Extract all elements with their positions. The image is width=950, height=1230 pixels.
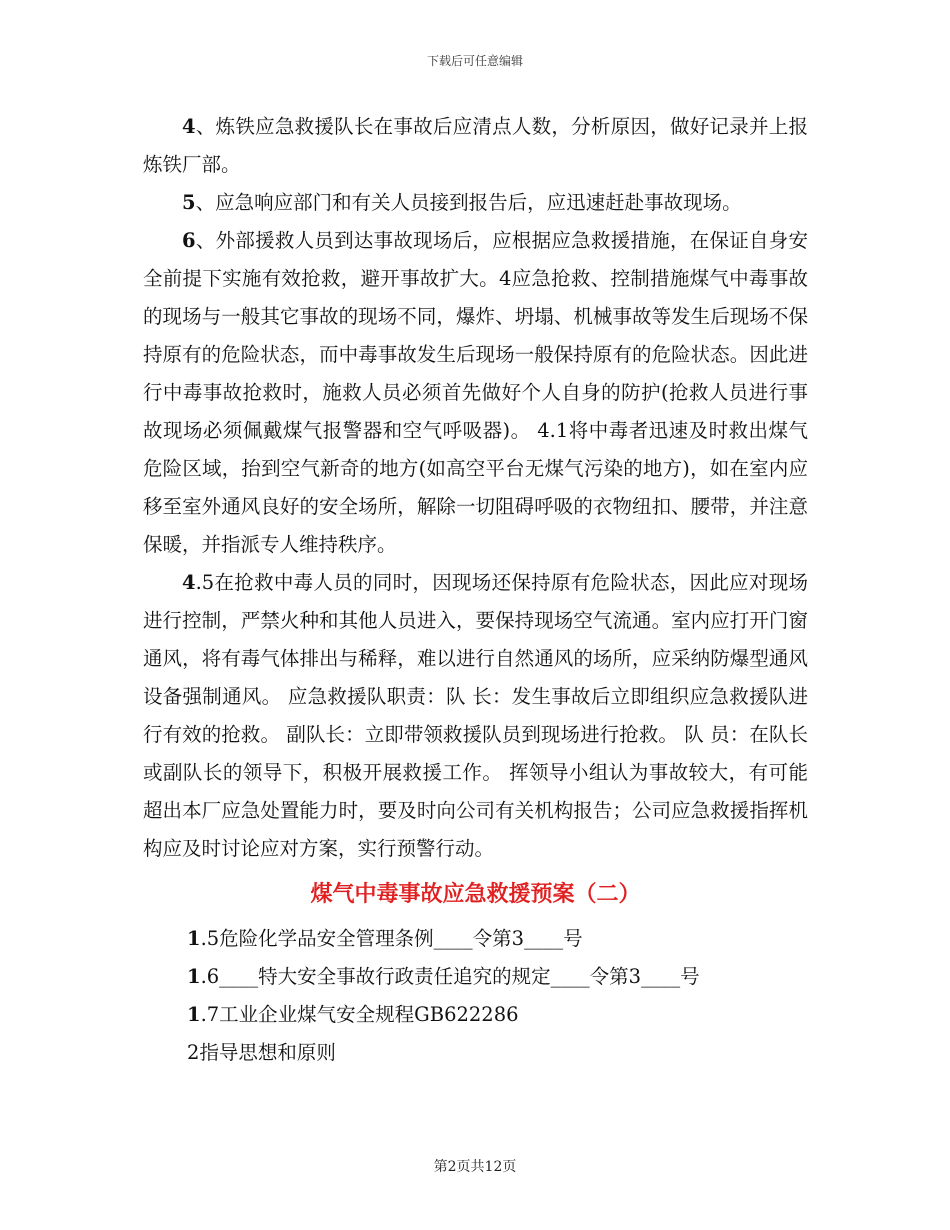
paragraph-6: [143, 222, 808, 564]
list-item: [143, 920, 808, 958]
item-number: 1: [187, 927, 201, 950]
paragraph-number: 5: [182, 191, 196, 214]
paragraph-text: 、应急响应部门和有关人员接到报告后，应迅速赶赴事故现场。: [195, 191, 742, 214]
page-header: 下载后可任意编辑: [426, 54, 523, 68]
item-number: 1: [187, 965, 201, 988]
paragraph-number: 4: [182, 115, 196, 138]
list-item: [143, 1034, 808, 1072]
list-item: [143, 996, 808, 1034]
page-footer: 第2页共12页: [433, 1159, 517, 1175]
item-text: .7工业企业煤气安全规程GB622286: [200, 1003, 519, 1026]
paragraph-number: 6: [182, 229, 196, 252]
paragraph-number: 4: [182, 571, 196, 594]
paragraph-4-5: [143, 564, 808, 868]
paragraph-5: [143, 184, 808, 222]
item-text: .6____特大安全事故行政责任追究的规定____令第3____号: [200, 965, 700, 988]
list-item: [143, 958, 808, 996]
paragraph-text: 、炼铁应急救援队长在事故后应清点人数，分析原因，做好记录并上报炼铁厂部。: [143, 115, 808, 176]
paragraph-text: .5在抢救中毒人员的同时，因现场还保持原有危险状态，因此应对现场进行控制，严禁火种和其他人员进入，要保持现场空气流通。室内应打开门窗通风，将有毒气体排出与稀释，难以进行自然通风的场所，应采纳防爆型通风设备强制通风。 应急救援队职责：队 长：发生事故后立即组织应急救援队进行有效的抢救。 副队长：立即带领救援队员到现场进行抢救。 队 员：在队长或副队长的领导下，积极开展救援工作。 挥领导小组认为事故较大，有可能超出本厂应急处置能力时，要及时向公司有关机构报告；公司应急救援指挥机构应及时讨论应对方案，实行预警行动。: [143, 571, 808, 860]
item-text: .5危险化学品安全管理条例____令第3____号: [200, 927, 583, 950]
document-body: [143, 108, 808, 1072]
paragraph-4: [143, 108, 808, 184]
item-text: 2指导思想和原则: [187, 1041, 336, 1064]
section-title: 煤气中毒事故应急救援预案（二）: [310, 881, 641, 907]
item-number: 1: [187, 1003, 201, 1026]
paragraph-text: 、外部援救人员到达事故现场后，应根据应急救援措施，在保证自身安全前提下实施有效抢救，避开事故扩大。4应急抢救、控制措施煤气中毒事故的现场与一般其它事故的现场不同，爆炸、坍塌、机械事故等发生后现场不保持原有的危险状态，而中毒事故发生后现场一般保持原有的危险状态。因此进行中毒事故抢救时，施救人员必须首先做好个人自身的防护(抢救人员进行事故现场必须佩戴煤气报警器和空气呼吸器)。 4.1将中毒者迅速及时救出煤气危险区域，抬到空气新奇的地方(如高空平台无煤气污染的地方)，如在室内应移至室外通风良好的安全场所，解除一切阻碍呼吸的衣物纽扣、腰带，并注意保暖，并指派专人维持秩序。: [143, 229, 808, 556]
